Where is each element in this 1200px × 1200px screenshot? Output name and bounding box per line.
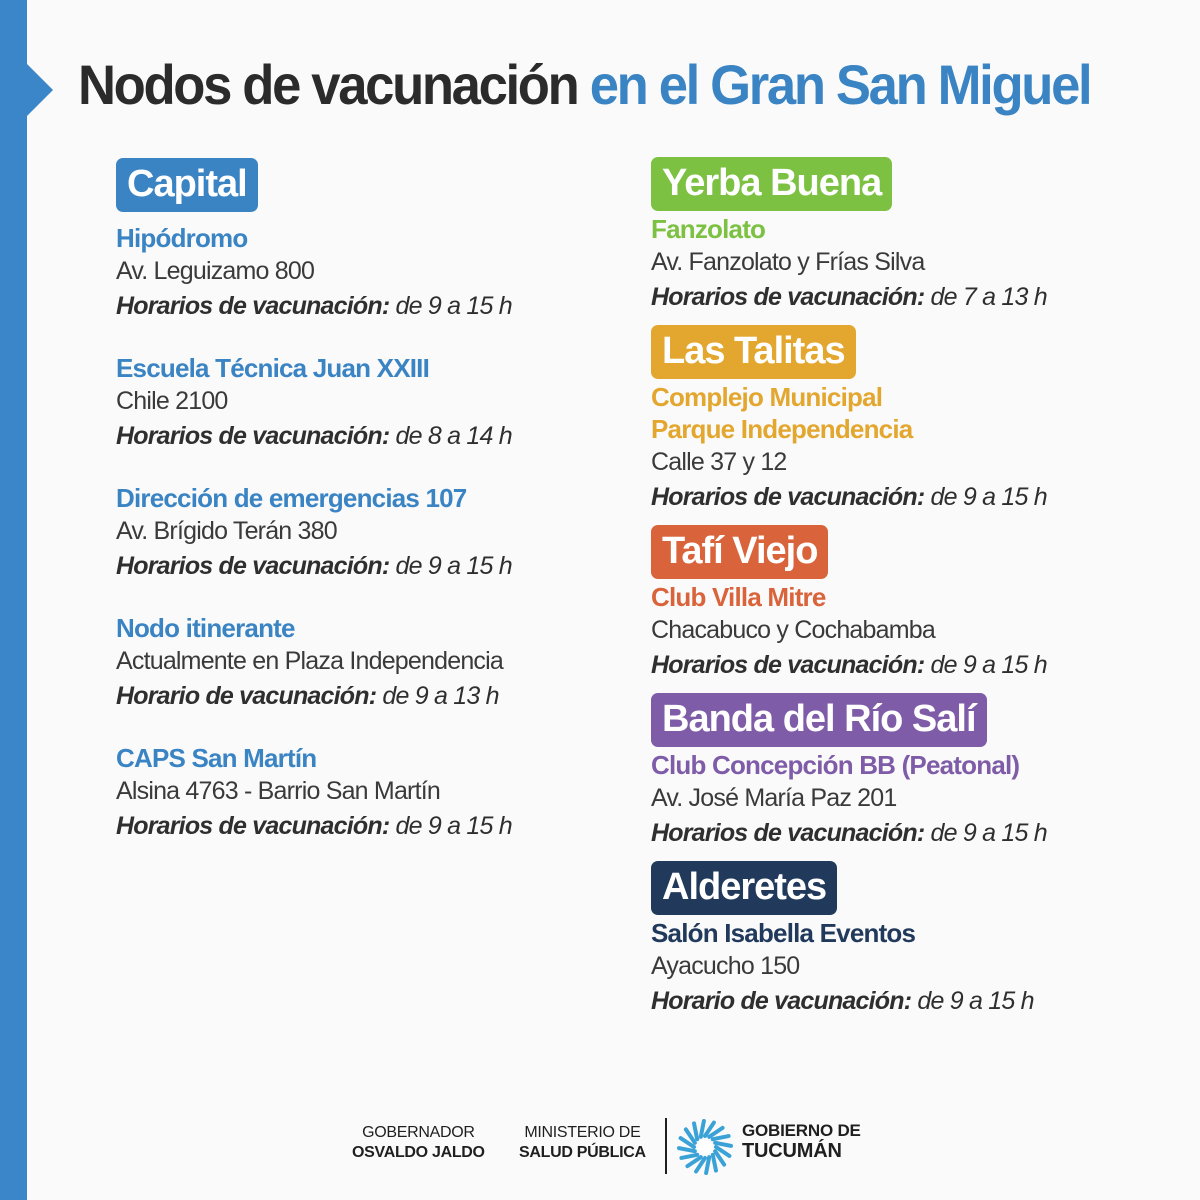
hours-value: de 9 a 13 h [382,682,499,710]
capital-node-list [116,222,616,844]
venue-name: Escuela Técnica Juan XXIII [116,353,430,383]
hours-label: Horarios de vacunación: [651,819,925,847]
venue-address: Av. Leguizamo 800 [116,257,315,285]
hours-line [651,815,1171,851]
vaccination-node [116,612,616,714]
hours-value: de 9 a 15 h [395,552,512,580]
hours-line [651,479,1171,515]
vaccination-node [116,222,616,324]
logo-ray [681,1155,697,1158]
venue-name: CAPS San Martín [116,743,317,773]
locality-section [651,525,1171,683]
logo-ray [713,1136,729,1139]
hours-label: Horario de vacunación: [651,987,912,1015]
footer-divider [665,1118,667,1174]
hours-label: Horarios de vacunación: [651,283,925,311]
ministry-line-2: SALUD PÚBLICA [519,1144,646,1161]
hours-value: de 9 a 15 h [930,483,1047,511]
hours-line [651,647,1171,683]
side-arrow-marker [27,64,53,116]
hours-value: de 8 a 14 h [395,422,512,450]
hours-label: Horarios de vacunación: [116,422,390,450]
governor-name: OSVALDO JALDO [352,1144,485,1161]
venue-address: Actualmente en Plaza Independencia [116,647,503,675]
hours-value: de 7 a 13 h [930,283,1047,311]
hours-value: de 9 a 15 h [930,819,1047,847]
page-title [78,52,1090,117]
venue-address: Ayacucho 150 [651,952,800,980]
locality-section [651,861,1171,1019]
locality-section [651,157,1171,315]
venue-name: Parque Independencia [651,414,913,444]
venue-name: Hipódromo [116,223,248,253]
hours-line [116,808,616,844]
venue-address: Av. José María Paz 201 [651,784,897,812]
locality-badge: Yerba Buena [651,157,892,211]
logo-ray [679,1148,695,1151]
hours-label: Horarios de vacunación: [116,812,390,840]
locality-badge: Banda del Río Salí [651,693,987,747]
capital-column [116,158,616,872]
hours-value: de 9 a 15 h [930,651,1047,679]
venue-name: Fanzolato [651,214,766,244]
hours-label: Horarios de vacunación: [116,292,390,320]
hours-line [116,548,616,584]
hours-label: Horario de vacunación: [116,682,377,710]
venue-name: Dirección de emergencias 107 [116,483,467,513]
hours-line [116,288,616,324]
hours-line [116,678,616,714]
vaccination-node [116,742,616,844]
locality-section [651,693,1171,851]
hours-label: Horarios de vacunación: [651,651,925,679]
hours-label: Horarios de vacunación: [651,483,925,511]
capital-badge: Capital [116,158,258,212]
hours-value: de 9 a 15 h [395,292,512,320]
hours-line [116,418,616,454]
locality-section [651,325,1171,515]
hours-label: Horarios de vacunación: [116,552,390,580]
government-line-1: GOBIERNO DE [742,1121,861,1140]
governor-title: GOBERNADOR [362,1124,475,1141]
vaccination-node [116,482,616,584]
logo-ray [694,1123,697,1139]
locality-badge: Las Talitas [651,325,856,379]
hours-value: de 9 a 15 h [917,987,1034,1015]
hours-line [651,279,1171,315]
localities-column [651,157,1171,1029]
logo-ray [701,1121,704,1137]
venue-address: Av. Brígido Terán 380 [116,517,337,545]
venue-name: Complejo Municipal [651,382,883,412]
venue-address: Chile 2100 [116,387,228,415]
venue-address: Calle 37 y 12 [651,448,787,476]
government-credit [742,1120,861,1162]
title-main: Nodos de vacunación [78,53,578,116]
venue-name: Club Villa Mitre [651,582,826,612]
venue-name: Salón Isabella Eventos [651,918,916,948]
footer [0,1118,1200,1178]
venue-address: Alsina 4763 - Barrio San Martín [116,777,440,805]
hours-line [651,983,1171,1019]
logo-ray [713,1155,716,1171]
ministry-line-1: MINISTERIO DE [524,1124,641,1141]
governor-credit [352,1123,485,1163]
locality-badge: Tafí Viejo [651,525,828,579]
logo-ray [706,1157,709,1173]
logo-ray [715,1143,731,1146]
side-accent-bar [0,0,27,1200]
venue-address: Av. Fanzolato y Frías Silva [651,248,925,276]
venue-name: Nodo itinerante [116,613,295,643]
tucuman-sun-logo-icon [676,1118,734,1176]
vaccination-node [116,352,616,454]
venue-name: Club Concepción BB (Peatonal) [651,750,1020,780]
ministry-credit [519,1123,646,1163]
venue-address: Chacabuco y Cochabamba [651,616,935,644]
hours-value: de 9 a 15 h [395,812,512,840]
locality-badge: Alderetes [651,861,837,915]
title-accent: en el Gran San Miguel [589,53,1091,116]
government-line-2: TUCUMÁN [742,1140,842,1162]
